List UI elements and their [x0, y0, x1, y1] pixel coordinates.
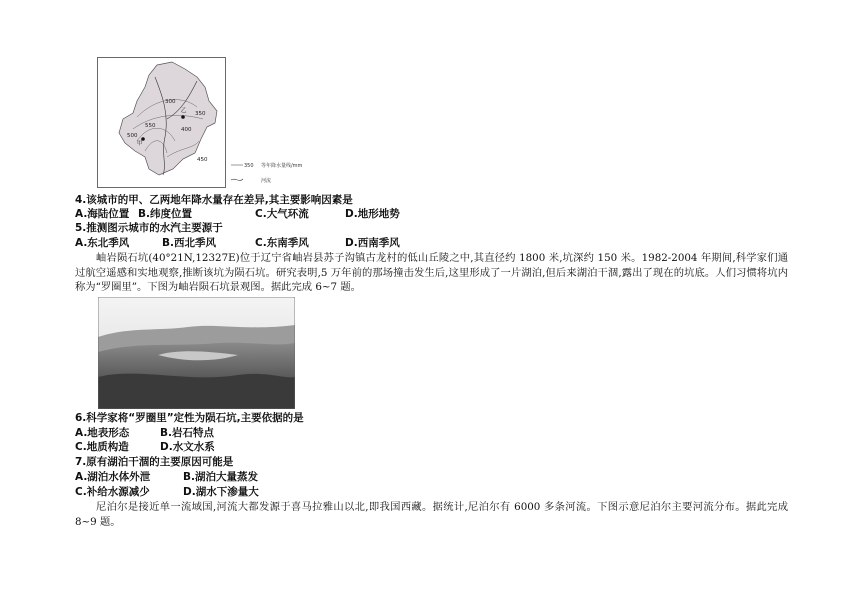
q6-option-d[interactable]: D.水文水系	[160, 441, 215, 453]
legend-isohyet-label: 等年降水量线/mm	[261, 163, 303, 169]
question-6-stem: 6.科学家将“罗圈里”定性为陨石坑,主要依据的是	[75, 412, 304, 424]
point-yi-marker	[181, 115, 185, 119]
q7-option-a[interactable]: A.湖泊水体外泄	[75, 471, 151, 483]
crater-landscape-photo	[98, 297, 295, 409]
point-yi-label: 乙	[181, 108, 187, 114]
legend-river-symbol	[231, 179, 243, 180]
q7-option-b[interactable]: B.湖泊大量蒸发	[183, 471, 258, 483]
q5-option-d[interactable]: D.西南季风	[345, 237, 400, 249]
q5-option-b[interactable]: B.西北季风	[162, 237, 216, 249]
q5-option-a[interactable]: A.东北季风	[75, 237, 130, 249]
q4-option-d[interactable]: D.地形地势	[345, 208, 400, 220]
q5-option-c[interactable]: C.东南季风	[255, 237, 309, 249]
isohyet-label: 500	[127, 133, 138, 139]
q7-option-c[interactable]: C.补给水源减少	[75, 486, 150, 498]
q4-option-a[interactable]: A.海陆位置	[75, 208, 130, 220]
isohyet-label: 400	[181, 127, 192, 133]
isohyet-label: 450	[197, 157, 208, 163]
passage-nepal-rivers: 尼泊尔是接近单一流域国,河流大都发源于喜马拉雅山以北,即我国西藏。据统计,尼泊尔有 6000 多条河流。下图示意尼泊尔主要河流分布。据此完成 8~9 题。	[75, 501, 788, 528]
q6-option-c[interactable]: C.地质构造	[75, 441, 129, 453]
q4-option-b[interactable]: B.纬度位置	[138, 208, 192, 220]
isohyet-label: 300	[165, 99, 176, 105]
q6-option-a[interactable]: A.地表形态	[75, 427, 130, 439]
photo-foreground-trees	[98, 374, 295, 409]
q4-option-c[interactable]: C.大气环流	[255, 208, 309, 220]
question-5-stem: 5.推测图示城市的水汽主要源于	[75, 222, 223, 234]
isohyet-label: 550	[145, 123, 156, 129]
legend-river-label: 河流	[261, 178, 272, 184]
isohyet-label: 350	[195, 111, 206, 117]
passage-meteor-crater: 岫岩陨石坑(40°21N,12327E)位于辽宁省岫岩县苏子沟镇古龙村的低山丘陵之中,其直径约 1800 米,坑深约 150 米。1982-2004 年期间,科学家们通过航空遥感和实地观察,推断该坑为陨石坑。研究表明,5 万年前的那场撞击发生后,这里形成了一片湖泊,但后来湖泊干涸,露出了现在的坑底。人们习惯将坑内称为“罗圈里”。下图为岫岩陨石坑景观图。据此完成 6~7 题。	[75, 252, 788, 293]
question-7-stem: 7.原有湖泊干涸的主要原因可能是	[75, 456, 234, 468]
q6-option-b[interactable]: B.岩石特点	[160, 427, 214, 439]
precipitation-map-figure	[97, 57, 338, 188]
point-jia-label: 甲	[137, 141, 143, 147]
question-4-stem: 4.该城市的甲、乙两地年降水量存在差异,其主要影响因素是	[75, 194, 353, 206]
q7-option-d[interactable]: D.湖水下渗量大	[183, 486, 259, 498]
legend-isohyet-value: 350	[244, 163, 254, 169]
